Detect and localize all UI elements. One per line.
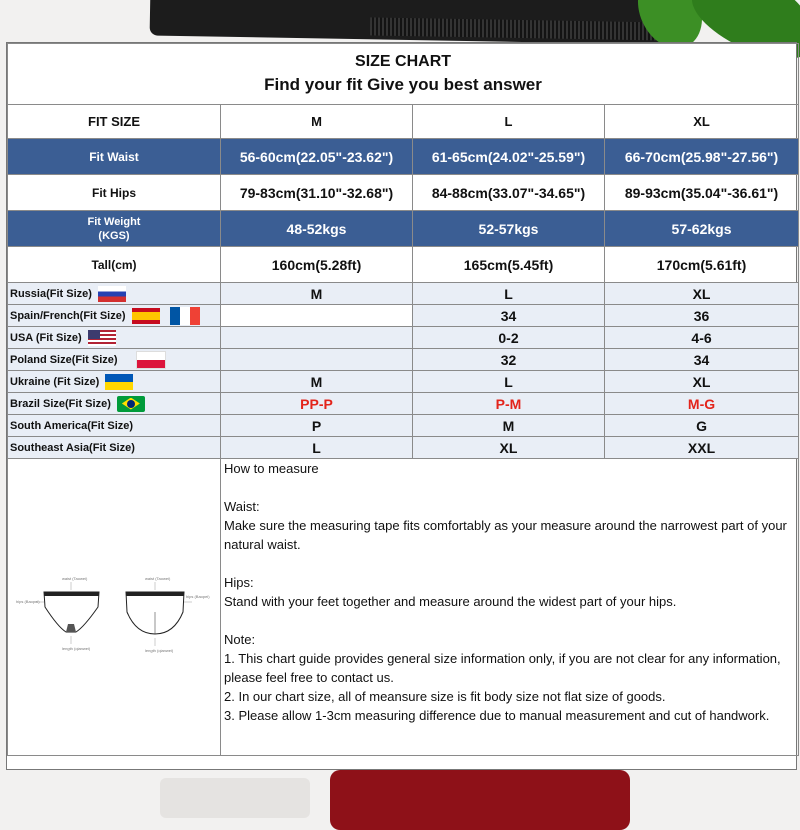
- poland-flag-icon: [136, 351, 166, 369]
- measure-diagram-cell: [8, 459, 221, 756]
- note-3: 3. Please allow 1-3cm measuring difference due to manual measurement and cut of handwork.: [224, 708, 770, 723]
- weight-label-line1: Fit Weight: [87, 215, 141, 228]
- brazil-label-text: Brazil Size(Fit Size): [10, 397, 111, 410]
- ukraine-xl: XL: [605, 371, 799, 393]
- usa-l: 0-2: [413, 327, 605, 349]
- weight-l: 52-57kgs: [413, 211, 605, 247]
- usa-xl: 4-6: [605, 327, 799, 349]
- weight-label: [8, 211, 221, 247]
- hips-title: Hips:: [224, 575, 254, 590]
- howto-text: [221, 459, 798, 725]
- weight-row: [8, 211, 799, 247]
- russia-row: [8, 283, 799, 305]
- spain-france-label-text: Spain/French(Fit Size): [10, 309, 126, 322]
- diagram-length-label-back: length (qianwei): [145, 648, 174, 653]
- weight-label-line2: (KGS): [98, 229, 130, 242]
- brazil-xl: M-G: [605, 393, 799, 415]
- poland-l: 32: [413, 349, 605, 371]
- background-fabric: [160, 778, 310, 818]
- russia-flag-icon: [98, 286, 126, 302]
- spain-france-label: [8, 305, 221, 327]
- poland-xl: 34: [605, 349, 799, 371]
- note-1: 1. This chart guide provides general size information only, if you are not clear for any information, please feel free to contact us.: [224, 651, 781, 685]
- russia-label: [8, 283, 221, 305]
- size-m-header: M: [221, 105, 413, 139]
- diagram-length-label-front: length (qianwei): [62, 646, 91, 651]
- waist-m: 56-60cm(22.05"-23.62"): [221, 139, 413, 175]
- tall-xl: 170cm(5.61ft): [605, 247, 799, 283]
- spain-flag-icon: [132, 308, 160, 324]
- waist-l: 61-65cm(24.02"-25.59"): [413, 139, 605, 175]
- size-xl-header: XL: [605, 105, 799, 139]
- brief-front-icon: [36, 582, 99, 644]
- title-cell: [8, 44, 799, 105]
- brief-back-icon: [126, 582, 192, 646]
- brazil-flag-icon: [117, 396, 145, 412]
- ukraine-flag-icon: [105, 374, 133, 390]
- size-chart-sheet: [6, 42, 797, 770]
- waist-row: [8, 139, 799, 175]
- howto-heading: How to measure: [224, 461, 319, 476]
- brazil-label: [8, 393, 221, 415]
- usa-row: [8, 327, 799, 349]
- southeast-asia-xl: XXL: [605, 437, 799, 459]
- south-america-l: M: [413, 415, 605, 437]
- waist-label: Fit Waist: [8, 139, 221, 175]
- title-row: [8, 44, 799, 105]
- header-row: [8, 105, 799, 139]
- poland-label-text: Poland Size(Fit Size): [10, 353, 118, 366]
- russia-l: L: [413, 283, 605, 305]
- ukraine-label-text: Ukraine (Fit Size): [10, 375, 100, 388]
- brazil-row: [8, 393, 799, 415]
- poland-label: [8, 349, 221, 371]
- spain-france-row: [8, 305, 799, 327]
- usa-label: [8, 327, 221, 349]
- russia-label-text: Russia(Fit Size): [10, 287, 92, 300]
- france-flag-icon: [170, 307, 200, 325]
- hips-xl: 89-93cm(35.04"-36.61"): [605, 175, 799, 211]
- ukraine-l: L: [413, 371, 605, 393]
- measure-diagram: [14, 552, 214, 662]
- tall-m: 160cm(5.28ft): [221, 247, 413, 283]
- hips-m: 79-83cm(31.10"-32.68"): [221, 175, 413, 211]
- spain-m: [221, 305, 413, 327]
- russia-m: M: [221, 283, 413, 305]
- note-2: 2. In our chart size, all of meansure size is fit body size not flat size of goods.: [224, 689, 666, 704]
- fit-size-header: FIT SIZE: [8, 105, 221, 139]
- poland-row: [8, 349, 799, 371]
- south-america-m: P: [221, 415, 413, 437]
- tall-l: 165cm(5.45ft): [413, 247, 605, 283]
- chart-subtitle: Find your fit Give you best answer: [264, 75, 542, 94]
- size-l-header: L: [413, 105, 605, 139]
- ukraine-m: M: [221, 371, 413, 393]
- waist-title: Waist:: [224, 499, 260, 514]
- south-america-xl: G: [605, 415, 799, 437]
- howto-cell: [221, 459, 799, 756]
- usa-m: [221, 327, 413, 349]
- hips-text: Stand with your feet together and measure around the widest part of your hips.: [224, 594, 677, 609]
- russia-xl: XL: [605, 283, 799, 305]
- diagram-waist-label-front: waist (Taowei): [62, 576, 88, 581]
- diagram-hips-label-front: hips (Baopei): [16, 599, 40, 604]
- weight-m: 48-52kgs: [221, 211, 413, 247]
- poland-m: [221, 349, 413, 371]
- size-chart-table: [7, 43, 799, 756]
- south-america-label: South America(Fit Size): [8, 415, 221, 437]
- tall-row: [8, 247, 799, 283]
- ukraine-row: [8, 371, 799, 393]
- weight-xl: 57-62kgs: [605, 211, 799, 247]
- southeast-asia-m: L: [221, 437, 413, 459]
- chart-title: SIZE CHART: [355, 53, 452, 70]
- hips-row: [8, 175, 799, 211]
- southeast-asia-l: XL: [413, 437, 605, 459]
- waist-xl: 66-70cm(25.98"-27.56"): [605, 139, 799, 175]
- background-garment-red: [330, 770, 630, 830]
- south-america-row: [8, 415, 799, 437]
- southeast-asia-label: Southeast Asia(Fit Size): [8, 437, 221, 459]
- southeast-asia-row: [8, 437, 799, 459]
- tall-label: Tall(cm): [8, 247, 221, 283]
- spain-l: 34: [413, 305, 605, 327]
- brazil-l: P-M: [413, 393, 605, 415]
- spain-xl: 36: [605, 305, 799, 327]
- hips-l: 84-88cm(33.07"-34.65"): [413, 175, 605, 211]
- ukraine-label: [8, 371, 221, 393]
- diagram-waist-label-back: waist (Taowei): [145, 576, 171, 581]
- waist-text: Make sure the measuring tape fits comfortably as your measure around the narrowest part of your natural waist.: [224, 518, 787, 552]
- note-title: Note:: [224, 632, 256, 647]
- usa-flag-icon: [88, 330, 116, 346]
- diagram-hips-label-back: hips (Baopei): [186, 594, 210, 599]
- hips-label: Fit Hips: [8, 175, 221, 211]
- usa-label-text: USA (Fit Size): [10, 331, 82, 344]
- brazil-m: PP-P: [221, 393, 413, 415]
- howto-row: [8, 459, 799, 756]
